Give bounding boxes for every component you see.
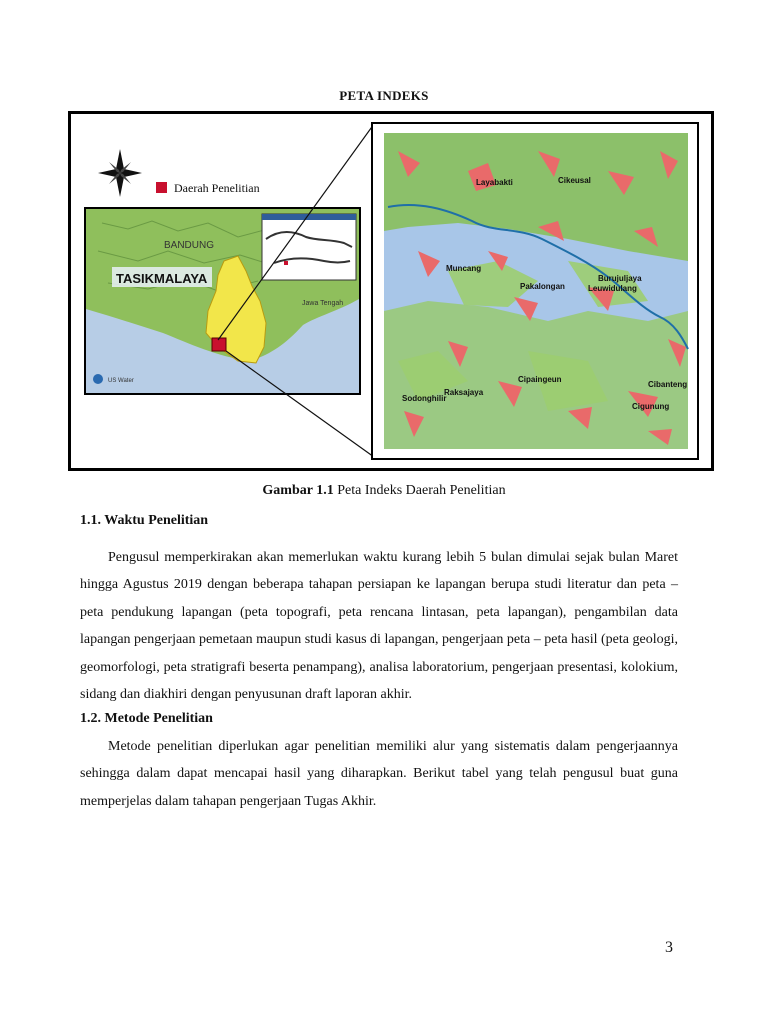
place-label: Cigunung [632, 402, 670, 411]
regional-map [85, 208, 360, 394]
section-heading: 1.1. Waktu Penelitian [80, 513, 209, 528]
page-number: 3 [665, 939, 673, 956]
section-heading: 1.2. Metode Penelitian [80, 711, 213, 726]
city-label: BANDUNG [164, 240, 215, 251]
compass-rose-icon [98, 149, 142, 197]
province-label: Jawa Tengah [302, 300, 344, 307]
place-label: Raksajaya [444, 388, 484, 397]
place-label: Layabakti [476, 178, 513, 187]
place-label: Muncang [446, 264, 482, 273]
place-label: Cibanteng [648, 380, 688, 389]
section-paragraph: Pengusul memperkirakan akan memerlukan waktu kurang lebih 5 bulan dimulai sejak bulan Maret hingga Agustus 2019 dengan beberapa tahapan persiapan ke lapangan berupa studi literatur dan peta – peta pendukung lapangan (peta topografi, peta rencana lintasan, peta lapangan), pengambilan data lapangan pengerjaan pemetaan maupun studi kasus di lapangan, pengerjaan peta – peta hasil (peta geologi, geomorfologi, peta stratigrafi beserta penampang), analisa laboratorium, pengerjaan presentasi, kolokium, sidang dan diakhiri dengan penyusunan draft laporan akhir. [80, 550, 678, 703]
legend-swatch [156, 182, 167, 193]
caption-text: Peta Indeks Daerah Penelitian [337, 483, 506, 498]
source-logo-icon [93, 374, 103, 384]
place-label: Cipaingeun [518, 375, 562, 384]
legend-label: Daerah Penelitian [174, 181, 260, 195]
place-label: Pakalongan [520, 282, 565, 291]
section-paragraph: Metode penelitian diperlukan agar penelitian memiliki alur yang sistematis dalam pengerjaannya sehingga dalam dapat mencapai hasil yang diharapkan. Berikut tabel yang telah pengusul buat guna memperjelas dalam tahapan pengerjaan Tugas Akhir. [80, 739, 678, 809]
figure-caption [0, 483, 768, 499]
place-label: Sodonghilir [402, 394, 447, 403]
index-map-figure [68, 111, 714, 471]
java-inset-map [262, 214, 356, 280]
source-label: US Water [108, 378, 134, 384]
place-label: Burujuljaya [598, 274, 642, 283]
detail-map [372, 123, 698, 459]
place-label: Leuwidulang [588, 284, 637, 293]
caption-label: Gambar 1.1 [262, 483, 334, 498]
region-label: TASIKMALAYA [116, 271, 208, 286]
figure-title: PETA INDEKS [339, 88, 429, 103]
place-label: Cikeusal [558, 176, 591, 185]
